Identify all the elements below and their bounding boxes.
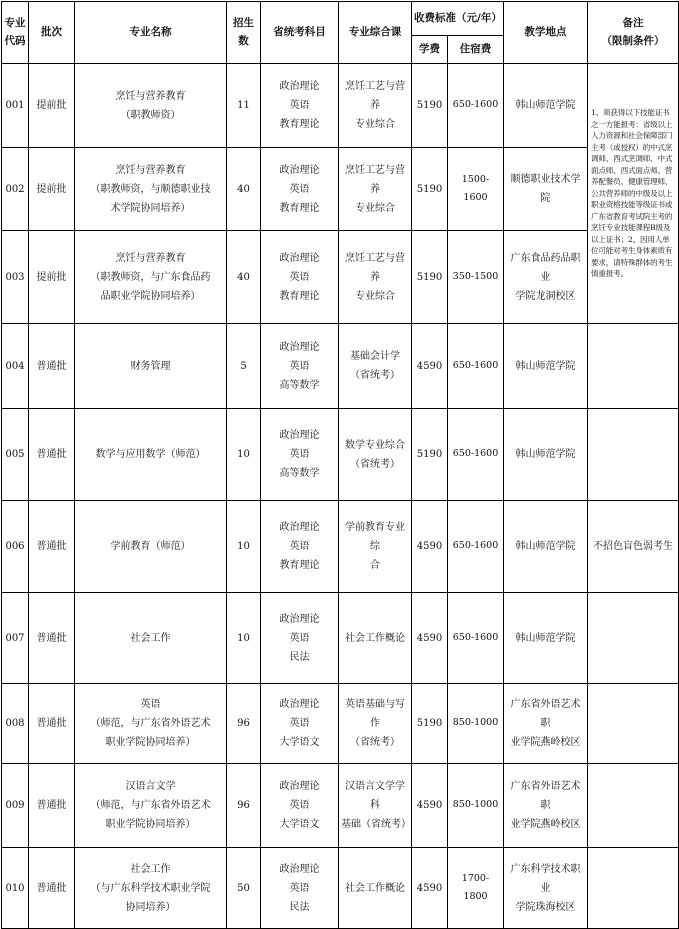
cell-tuition: 5190 [412, 231, 448, 324]
cell-major: 英语 （师范，与广东省外语艺术 职业学院协同培养） [75, 684, 227, 764]
header-comprehensive: 专业综合课 [339, 2, 412, 64]
cell-exam-subjects: 政治理论 英语 大学语文 [261, 684, 339, 764]
cell-enrollment: 50 [227, 848, 261, 929]
cell-location: 韩山师范学院 [504, 324, 588, 409]
cell-remark [588, 684, 679, 764]
cell-code: 004 [2, 324, 29, 409]
cell-code: 003 [2, 231, 29, 324]
table-row [2, 501, 679, 593]
cell-code: 005 [2, 409, 29, 501]
cell-tuition: 4590 [412, 324, 448, 409]
cell-code: 010 [2, 848, 29, 929]
cell-major: 汉语言文学 （师范，与广东省外语艺术 职业学院协同培养） [75, 764, 227, 848]
cell-comprehensive: 社会工作概论 [339, 593, 412, 684]
cell-code: 007 [2, 593, 29, 684]
cell-location: 顺德职业技术学院 [504, 148, 588, 231]
enrollment-table [1, 1, 679, 929]
cell-major: 财务管理 [75, 324, 227, 409]
cell-major: 数学与应用数学（师范） [75, 409, 227, 501]
cell-accommodation: 850-1000 [448, 684, 504, 764]
cell-tuition: 5190 [412, 409, 448, 501]
cell-tuition: 5190 [412, 64, 448, 148]
cell-enrollment: 40 [227, 231, 261, 324]
header-remarks: 备注 （限制条件） [588, 2, 679, 64]
header-exam-subjects: 省统考科目 [261, 2, 339, 64]
cell-tuition: 4590 [412, 848, 448, 929]
cell-major: 社会工作 [75, 593, 227, 684]
cell-comprehensive: 烹饪工艺与营养 专业综合 [339, 231, 412, 324]
cell-remark [588, 409, 679, 501]
cell-accommodation: 1700-1800 [448, 848, 504, 929]
cell-accommodation: 650-1600 [448, 501, 504, 593]
cell-enrollment: 96 [227, 684, 261, 764]
cell-location: 韩山师范学院 [504, 593, 588, 684]
cell-major: 学前教育（师范） [75, 501, 227, 593]
cell-comprehensive: 烹饪工艺与营养 专业综合 [339, 64, 412, 148]
cell-batch: 普通批 [29, 501, 75, 593]
cell-major: 烹饪与营养教育 （职教师资） [75, 64, 227, 148]
cell-batch: 普通批 [29, 848, 75, 929]
cell-accommodation: 650-1600 [448, 324, 504, 409]
cell-accommodation: 1500-1600 [448, 148, 504, 231]
cell-batch: 普通批 [29, 324, 75, 409]
cell-remark-merged: 1、须获得以下技能证书之一方能报考：省级以上人力资源和社会保障部门主考（或授权）的中式烹调师、西式烹调师、中式面点师、西式面点师、营养配餐员、健康管理师、公共营养师的中级及以上职业资格技能等级证书或广东省教育考试院主考的烹饪专业技能课程B级及以上证书；2、因用人单位可能对考生身体素质有要求，请特殊群体的考生慎重报考。 [588, 64, 679, 324]
cell-remark [588, 324, 679, 409]
cell-comprehensive: 英语基础与写作 （省统考） [339, 684, 412, 764]
cell-remark: 不招色盲色弱考生 [588, 501, 679, 593]
cell-tuition: 5190 [412, 684, 448, 764]
cell-location: 广东省外语艺术职 业学院燕岭校区 [504, 684, 588, 764]
cell-exam-subjects: 政治理论 英语 教育理论 [261, 148, 339, 231]
table-row [2, 64, 679, 148]
cell-accommodation: 850-1000 [448, 764, 504, 848]
cell-major: 烹饪与营养教育 （职教师资，与广东食品药 品职业学院协同培养） [75, 231, 227, 324]
cell-exam-subjects: 政治理论 英语 高等数学 [261, 409, 339, 501]
cell-major: 烹饪与营养教育 （职教师资，与顺德职业技 术学院协同培养） [75, 148, 227, 231]
cell-tuition: 4590 [412, 593, 448, 684]
cell-major: 社会工作 （与广东科学技术职业学院 协同培养） [75, 848, 227, 929]
cell-exam-subjects: 政治理论 英语 教育理论 [261, 501, 339, 593]
header-fee-standard: 收费标准（元/年） [412, 2, 504, 36]
cell-batch: 普通批 [29, 409, 75, 501]
cell-batch: 普通批 [29, 593, 75, 684]
cell-location: 广东科学技术职业 学院珠海校区 [504, 848, 588, 929]
header-accommodation: 住宿费 [448, 36, 504, 64]
cell-exam-subjects: 政治理论 英语 教育理论 [261, 64, 339, 148]
cell-enrollment: 11 [227, 64, 261, 148]
cell-enrollment: 10 [227, 593, 261, 684]
table-row [2, 409, 679, 501]
cell-enrollment: 10 [227, 409, 261, 501]
cell-code: 006 [2, 501, 29, 593]
cell-batch: 提前批 [29, 148, 75, 231]
cell-comprehensive: 社会工作概论 [339, 848, 412, 929]
cell-enrollment: 10 [227, 501, 261, 593]
cell-code: 008 [2, 684, 29, 764]
cell-comprehensive: 汉语言文学学科 基础（省统考） [339, 764, 412, 848]
header-major: 专业名称 [75, 2, 227, 64]
cell-exam-subjects: 政治理论 英语 民法 [261, 593, 339, 684]
cell-tuition: 5190 [412, 148, 448, 231]
cell-comprehensive: 学前教育专业综 合 [339, 501, 412, 593]
cell-batch: 普通批 [29, 764, 75, 848]
header-location: 教学地点 [504, 2, 588, 64]
cell-location: 广东省外语艺术职 业学院燕岭校区 [504, 764, 588, 848]
cell-tuition: 4590 [412, 764, 448, 848]
cell-exam-subjects: 政治理论 英语 民法 [261, 848, 339, 929]
cell-location: 韩山师范学院 [504, 409, 588, 501]
cell-location: 韩山师范学院 [504, 501, 588, 593]
cell-remark [588, 764, 679, 848]
table-row [2, 764, 679, 848]
cell-enrollment: 5 [227, 324, 261, 409]
cell-remark [588, 593, 679, 684]
cell-exam-subjects: 政治理论 英语 高等数学 [261, 324, 339, 409]
cell-enrollment: 96 [227, 764, 261, 848]
cell-batch: 普通批 [29, 684, 75, 764]
cell-comprehensive: 数学专业综合 （省统考） [339, 409, 412, 501]
cell-accommodation: 650-1600 [448, 593, 504, 684]
cell-code: 001 [2, 64, 29, 148]
cell-tuition: 4590 [412, 501, 448, 593]
cell-exam-subjects: 政治理论 英语 大学语文 [261, 764, 339, 848]
cell-comprehensive: 基础会计学 （省统考） [339, 324, 412, 409]
cell-remark [588, 848, 679, 929]
cell-batch: 提前批 [29, 231, 75, 324]
cell-location: 广东食品药品职业 学院龙洞校区 [504, 231, 588, 324]
cell-accommodation: 650-1600 [448, 64, 504, 148]
table-row [2, 231, 679, 324]
cell-accommodation: 650-1600 [448, 409, 504, 501]
table-row [2, 593, 679, 684]
cell-code: 009 [2, 764, 29, 848]
cell-batch: 提前批 [29, 64, 75, 148]
cell-accommodation: 350-1500 [448, 231, 504, 324]
header-code: 专业 代码 [2, 2, 29, 64]
table-row [2, 848, 679, 929]
table-row [2, 684, 679, 764]
table-row [2, 324, 679, 409]
cell-exam-subjects: 政治理论 英语 教育理论 [261, 231, 339, 324]
cell-code: 002 [2, 148, 29, 231]
cell-comprehensive: 烹饪工艺与营养 专业综合 [339, 148, 412, 231]
table-row [2, 148, 679, 231]
header-batch: 批次 [29, 2, 75, 64]
cell-location: 韩山师范学院 [504, 64, 588, 148]
header-enrollment: 招生数 [227, 2, 261, 64]
cell-enrollment: 40 [227, 148, 261, 231]
header-tuition: 学费 [412, 36, 448, 64]
